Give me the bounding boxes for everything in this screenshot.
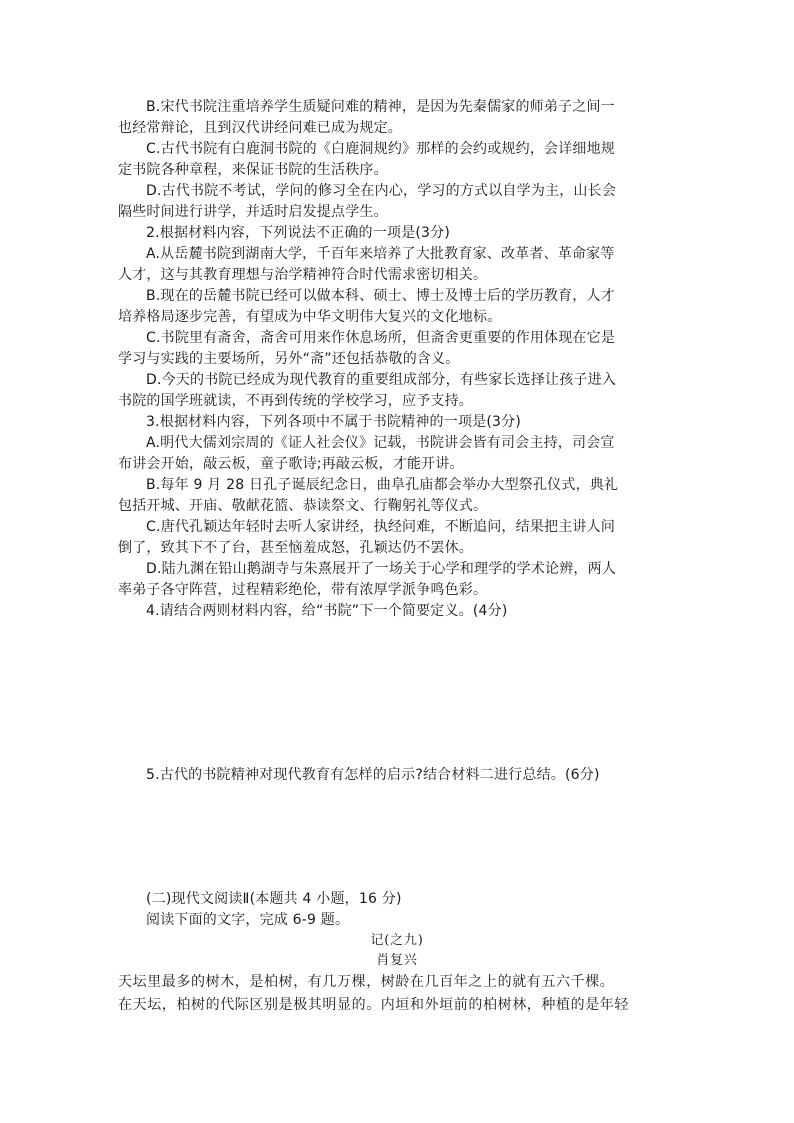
q3-option-d-line-2: 率弟子各守阵营，过程精彩绝伦，带有浓厚学派争鸣色彩。 — [118, 582, 488, 598]
q3-option-b-line-1: B.每年 9 月 28 日孔子诞辰纪念日，曲阜孔庙都会举办大型祭孔仪式，典礼 — [146, 477, 619, 493]
q2-option-c-line-1: C.书院里有斋舍，斋舍可用来作休息场所，但斋舍更重要的作用体现在它是 — [146, 330, 616, 346]
q2-option-c-line-2: 学习与实践的主要场所，另外“斋”还包括恭敬的含义。 — [118, 351, 460, 367]
question-4-stem: 4.请结合两则材料内容，给“书院”下一个简要定义。(4分) — [146, 603, 508, 619]
article-author: 肖复兴 — [376, 953, 418, 968]
q3-option-b-line-2: 包括开城、开庙、敬献花篮、恭读祭文、行鞠躬礼等仪式。 — [118, 498, 488, 514]
option-d-line-1: D.古代书院不考试，学问的修习全在内心，学习的方式以自学为主，山长会 — [146, 183, 617, 199]
q3-option-a-line-2: 布讲会开始，敲云板，童子歌诗;再敲云板，才能开讲。 — [118, 456, 464, 472]
section-heading: (二)现代文阅读Ⅱ(本题共 4 小题，16 分) — [146, 891, 402, 907]
q2-option-a-line-2: 人才，这与其教育理想与治学精神符合时代需求密切相关。 — [118, 267, 488, 283]
article-body-line-2: 在天坛，柏树的代际区别是极其明显的。内垣和外垣前的柏树林，种植的是年轻 — [118, 997, 629, 1013]
q3-option-c-line-1: C.唐代孔颖达年轻时去听人家讲经，执经问难，不断追问，结果把主讲人问 — [146, 519, 616, 535]
option-d-line-2: 隔些时间进行讲学，并适时启发提点学生。 — [118, 204, 388, 220]
option-c-line-2: 定书院各种章程，来保证书院的生活秩序。 — [118, 162, 388, 178]
option-b-line-2: 也经常辩论，且到汉代讲经问难已成为规定。 — [118, 120, 402, 136]
q3-option-c-line-2: 倒了，致其下不了台，甚至恼羞成怒，孔颖达仍不罢休。 — [118, 540, 473, 556]
q2-option-b-line-2: 培养格局逐步完善，有望成为中华文明伟大复兴的文化地标。 — [118, 309, 502, 325]
question-5-stem: 5.古代的书院精神对现代教育有怎样的启示?结合材料二进行总结。(6分) — [146, 767, 600, 783]
q2-option-d-line-2: 书院的国学班就读，不再到传统的学校学习，应予支持。 — [118, 393, 473, 409]
option-c-line-1: C.古代书院有白鹿洞书院的《白鹿洞规约》那样的会约或规约，会详细地规 — [146, 141, 616, 157]
q2-option-a-line-1: A.从岳麓书院到湖南大学，千百年来培养了大批教育家、改革者、革命家等 — [146, 246, 615, 262]
q2-option-b-line-1: B.现在的岳麓书院已经可以做本科、硕士、博士及博士后的学历教育，人才 — [146, 288, 615, 304]
option-b-line-1: B.宋代书院注重培养学生质疑问难的精神，是因为先秦儒家的师弟子之间一 — [146, 99, 615, 115]
article-title: 记(之九) — [370, 933, 424, 948]
q3-option-a-line-1: A.明代大儒刘宗周的《证人社会仪》记载，书院讲会皆有司会主持，司会宣 — [146, 435, 615, 451]
article-body-line-1: 天坛里最多的树木，是柏树，有几万棵，树龄在几百年之上的就有五六千棵。 — [118, 974, 615, 990]
q2-option-d-line-1: D.今天的书院已经成为现代教育的重要组成部分，有些家长选择让孩子进入 — [146, 372, 617, 388]
question-2-stem: 2.根据材料内容，下列说法不正确的一项是(3分) — [146, 225, 450, 241]
q3-option-d-line-1: D.陆九渊在铅山鹅湖寺与朱熹展开了一场关于心学和理学的学术论辨，两人 — [146, 561, 617, 577]
section-instruction: 阅读下面的文字，完成 6-9 题。 — [146, 912, 350, 928]
question-3-stem: 3.根据材料内容，下列各项中不属于书院精神的一项是(3分) — [146, 414, 521, 430]
